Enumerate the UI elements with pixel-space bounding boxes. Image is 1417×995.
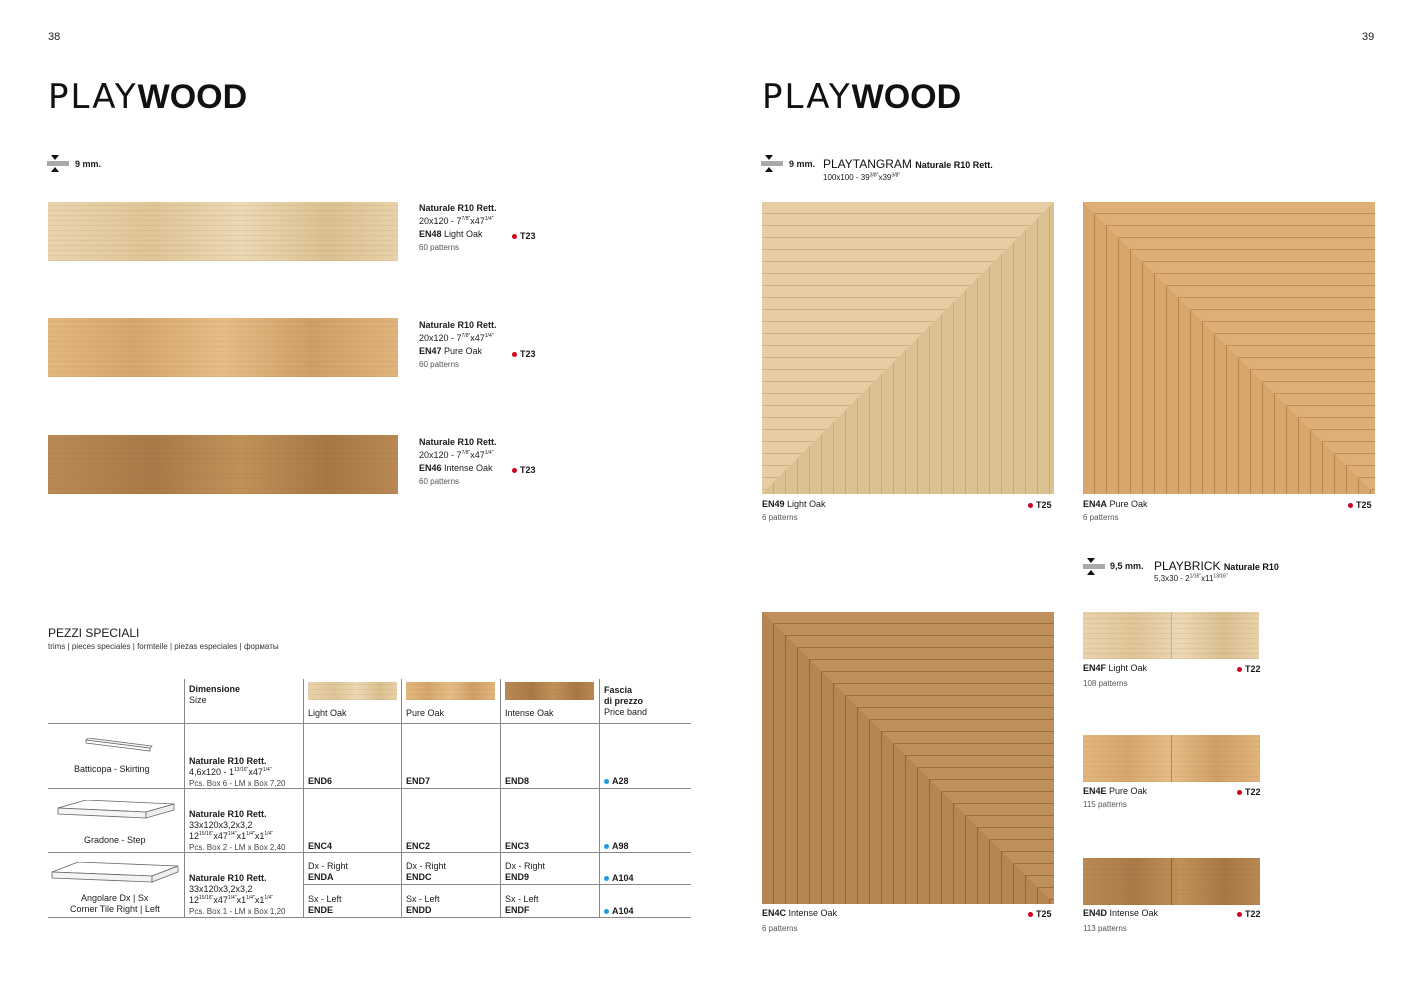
tangram-light-oak-image: [762, 202, 1054, 494]
step-label: Gradone - Step: [84, 835, 146, 845]
skirting-icon: [84, 738, 154, 759]
header-size: Size: [189, 695, 207, 705]
corner-dx-intense: Dx - Right END9: [505, 861, 546, 882]
step-icon: [56, 800, 176, 831]
step-spec: Naturale R10 Rett. 33x120x3,2x3,2 $12^{15/16"}x47^{1/4"}x1^{1/4"}x1^{1/4"}$ Pcs. Box 2 - LM x Box 2,40: [189, 809, 286, 852]
brick-pure-oak-image: [1083, 735, 1260, 782]
brand-logo-right: [762, 77, 962, 117]
plank-pure-oak-image: [48, 318, 398, 377]
product-en46: [419, 436, 549, 488]
corner-tile-label: Angolare Dx | Sx: [81, 893, 149, 903]
brick-en4d-caption: EN4D Intense Oak 113 patterns: [1083, 908, 1159, 933]
step-pure-code: ENC2: [406, 841, 431, 851]
brick-en4d-band: T22: [1237, 909, 1261, 919]
brick-en4e-band: T22: [1237, 787, 1261, 797]
product-patterns: 60 patterns: [419, 477, 460, 486]
step-light-code: ENC4: [308, 841, 333, 851]
tangram-intense-oak-image: [762, 612, 1054, 904]
price-band-en48: T23: [512, 231, 536, 241]
brand-thin: PLAY: [48, 77, 138, 117]
header-intense-oak: Intense Oak: [505, 708, 554, 718]
price-band-en47: T23: [512, 349, 536, 359]
skirting-band: A28: [604, 776, 629, 787]
thickness-icon: [761, 155, 783, 178]
corner-sx-band: A104: [604, 906, 634, 917]
brick-size: $5,3x30 - 2^{1/16"}x11^{13/16"}$: [1154, 573, 1228, 583]
product-size: $20x120 - 7^{7/8"}x47^{1/4"}$: [419, 450, 494, 460]
brand-bold: WOOD: [851, 78, 962, 116]
corner-tile-icon: [50, 862, 180, 895]
brick-en4f-caption: EN4F Light Oak 108 patterns: [1083, 663, 1148, 688]
brick-light-oak-image: [1083, 612, 1259, 659]
skirting-pure-code: END7: [406, 776, 431, 786]
product-en47: [419, 319, 549, 371]
header-dimension: Dimensione: [189, 684, 241, 694]
special-pieces-subtitle: trims | pieces speciales | formteile | piezas especiales | форматы: [48, 642, 279, 651]
page-number-left: 38: [48, 31, 61, 43]
product-patterns: 60 patterns: [419, 360, 460, 369]
corner-sx-intense: Sx - Left ENDF: [505, 894, 539, 915]
swatch-light-oak: [308, 682, 397, 700]
brand-bold: WOOD: [137, 78, 248, 116]
brick-en4f-band: T22: [1237, 664, 1261, 674]
header-pure-oak: Pure Oak: [406, 708, 445, 718]
product-finish: Naturale R10 Rett.: [419, 203, 497, 213]
corner-tile-spec: Naturale R10 Rett. 33x120x3,2x3,2 $12^{15/16"}x47^{1/4"}x1^{1/4"}x1^{1/4"}$ Pcs. Box 1 - LM x Box 1,20: [189, 873, 286, 916]
product-en48: [419, 202, 549, 254]
product-code-name: EN47 Pure Oak: [419, 346, 483, 356]
special-pieces-title: PEZZI SPECIALI: [48, 626, 140, 640]
tangram-en4a-caption: EN4A Pure Oak 6 patterns: [1083, 499, 1148, 522]
tangram-en4a-band: T25: [1348, 500, 1372, 510]
brick-intense-oak-image: [1083, 858, 1260, 905]
plank-light-oak-image: [48, 202, 398, 261]
corner-tile-label-en: Corner Tile Right | Left: [70, 904, 160, 914]
thickness-label: 9 mm.: [75, 159, 102, 169]
price-band-en46: T23: [512, 465, 536, 475]
thickness-icon: [47, 155, 69, 178]
header-di-prezzo: di prezzo: [604, 696, 644, 706]
header-price-band: Price band: [604, 707, 648, 717]
page-number-right: 39: [1362, 31, 1375, 43]
skirting-light-code: END6: [308, 776, 333, 786]
brand-logo-left: [48, 77, 248, 117]
corner-dx-pure: Dx - Right ENDC: [406, 861, 447, 882]
product-code-name: EN46 Intense Oak: [419, 463, 493, 473]
tangram-en49-band: T25: [1028, 500, 1052, 510]
tangram-pure-oak-image: [1083, 202, 1375, 494]
swatch-pure-oak: [406, 682, 495, 700]
plank-intense-oak-image: [48, 435, 398, 494]
tangram-thickness: 9 mm.: [789, 159, 816, 169]
skirting-spec: Naturale R10 Rett. $4,6x120 - 1^{13/16"}x47^{1/4"}$ Pcs. Box 6 - LM x Box 7,20: [189, 756, 286, 788]
corner-sx-pure: Sx - Left ENDD: [406, 894, 440, 915]
brick-thickness: 9,5 mm.: [1110, 561, 1144, 571]
product-finish: Naturale R10 Rett.: [419, 437, 497, 447]
header-fascia: Fascia: [604, 685, 633, 695]
tangram-heading: PLAYTANGRAM Naturale R10 Rett.: [823, 157, 993, 171]
tangram-size: $100x100 - 39^{3/8"}x39^{3/8"}$: [823, 172, 901, 182]
thickness-icon: [1083, 558, 1105, 581]
step-intense-code: ENC3: [505, 841, 530, 851]
brand-thin: PLAY: [762, 77, 852, 117]
product-code-name: EN48 Light Oak: [419, 229, 483, 239]
corner-dx-light: Dx - Right ENDA: [308, 861, 349, 882]
brick-en4e-caption: EN4E Pure Oak 115 patterns: [1083, 786, 1148, 809]
skirting-intense-code: END8: [505, 776, 530, 786]
tangram-en49-caption: EN49 Light Oak 6 patterns: [762, 499, 826, 522]
step-band: A98: [604, 841, 629, 852]
header-light-oak: Light Oak: [308, 708, 347, 718]
corner-sx-light: Sx - Left ENDE: [308, 894, 342, 915]
product-size: $20x120 - 7^{7/8"}x47^{1/4"}$: [419, 216, 494, 226]
product-finish: Naturale R10 Rett.: [419, 320, 497, 330]
brick-heading: PLAYBRICK Naturale R10: [1154, 559, 1279, 573]
product-patterns: 60 patterns: [419, 243, 460, 252]
swatch-intense-oak: [505, 682, 594, 700]
corner-dx-band: A104: [604, 873, 634, 884]
skirting-label: Batticopa - Skirting: [74, 764, 150, 774]
tangram-en4c-caption: EN4C Intense Oak 6 patterns: [762, 908, 838, 933]
product-size: $20x120 - 7^{7/8"}x47^{1/4"}$: [419, 333, 494, 343]
tangram-en4c-band: T25: [1028, 909, 1052, 919]
